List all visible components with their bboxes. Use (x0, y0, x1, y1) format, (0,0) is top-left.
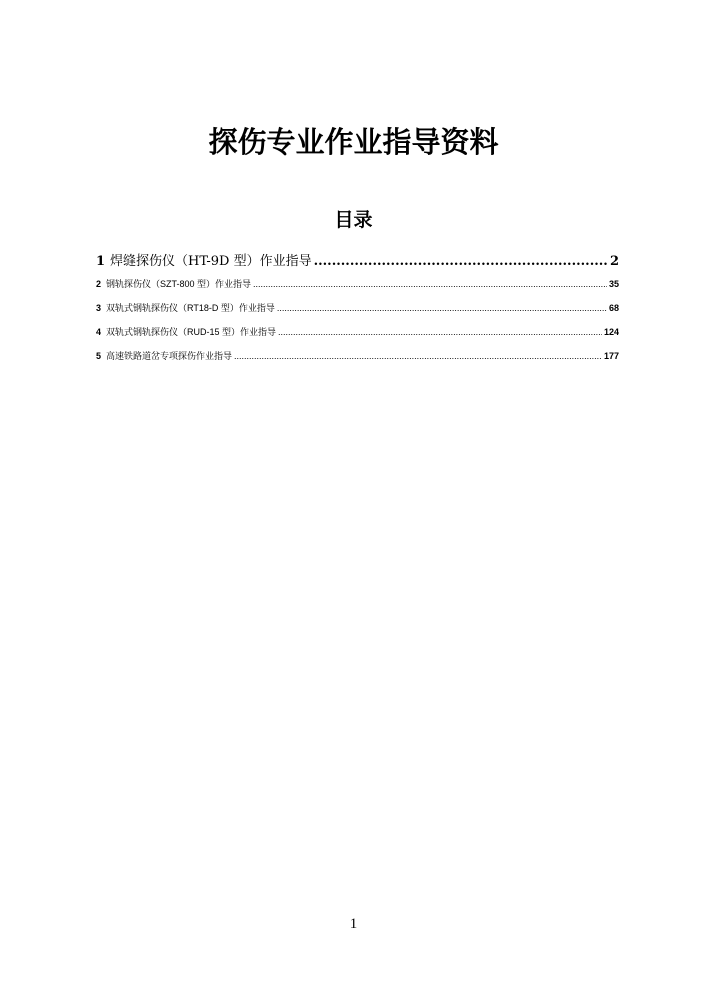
toc-entry-label: 双轨式钢轨探伤仪（RUD-15 型）作业指导 (106, 327, 277, 337)
toc-dot-leader (278, 324, 602, 340)
toc-entry-label: 钢轨探伤仪（SZT-800 型）作业指导 (106, 279, 252, 289)
toc-entry-5[interactable] (96, 348, 619, 364)
toc-dot-leader (277, 300, 607, 316)
toc-entry-page: 124 (603, 327, 619, 337)
toc-entry-number: 1 (96, 254, 106, 269)
toc-entry-page: 177 (603, 351, 619, 361)
document-title: 探伤专业作业指导资料 (208, 125, 499, 159)
toc-entry-label: 焊缝探伤仪（HT-9D 型）作业指导 (110, 254, 312, 269)
toc-entry-1[interactable] (96, 251, 619, 273)
toc-entry-number: 2 (96, 279, 102, 289)
toc-entry-number: 4 (96, 327, 102, 337)
toc-entry-page: 2 (609, 254, 619, 269)
toc-entry-label: 双轨式钢轨探伤仪（RT18-D 型）作业指导 (106, 303, 275, 313)
toc-dot-leader (253, 276, 607, 292)
toc-entry-number: 5 (96, 351, 102, 361)
toc-entry-4[interactable] (96, 324, 619, 340)
page-number: 1 (349, 916, 358, 932)
toc-dot-leader (314, 251, 608, 273)
toc-heading: 目录 (334, 209, 373, 231)
toc-entry-2[interactable] (96, 276, 619, 292)
toc-entry-number: 3 (96, 303, 102, 313)
toc-entry-3[interactable] (96, 300, 619, 316)
toc-entry-label: 高速铁路道岔专项探伤作业指导 (106, 351, 233, 361)
table-of-contents (96, 251, 619, 372)
toc-dot-leader (234, 348, 602, 364)
toc-entry-page: 35 (608, 279, 619, 289)
toc-entry-page: 68 (608, 303, 619, 313)
